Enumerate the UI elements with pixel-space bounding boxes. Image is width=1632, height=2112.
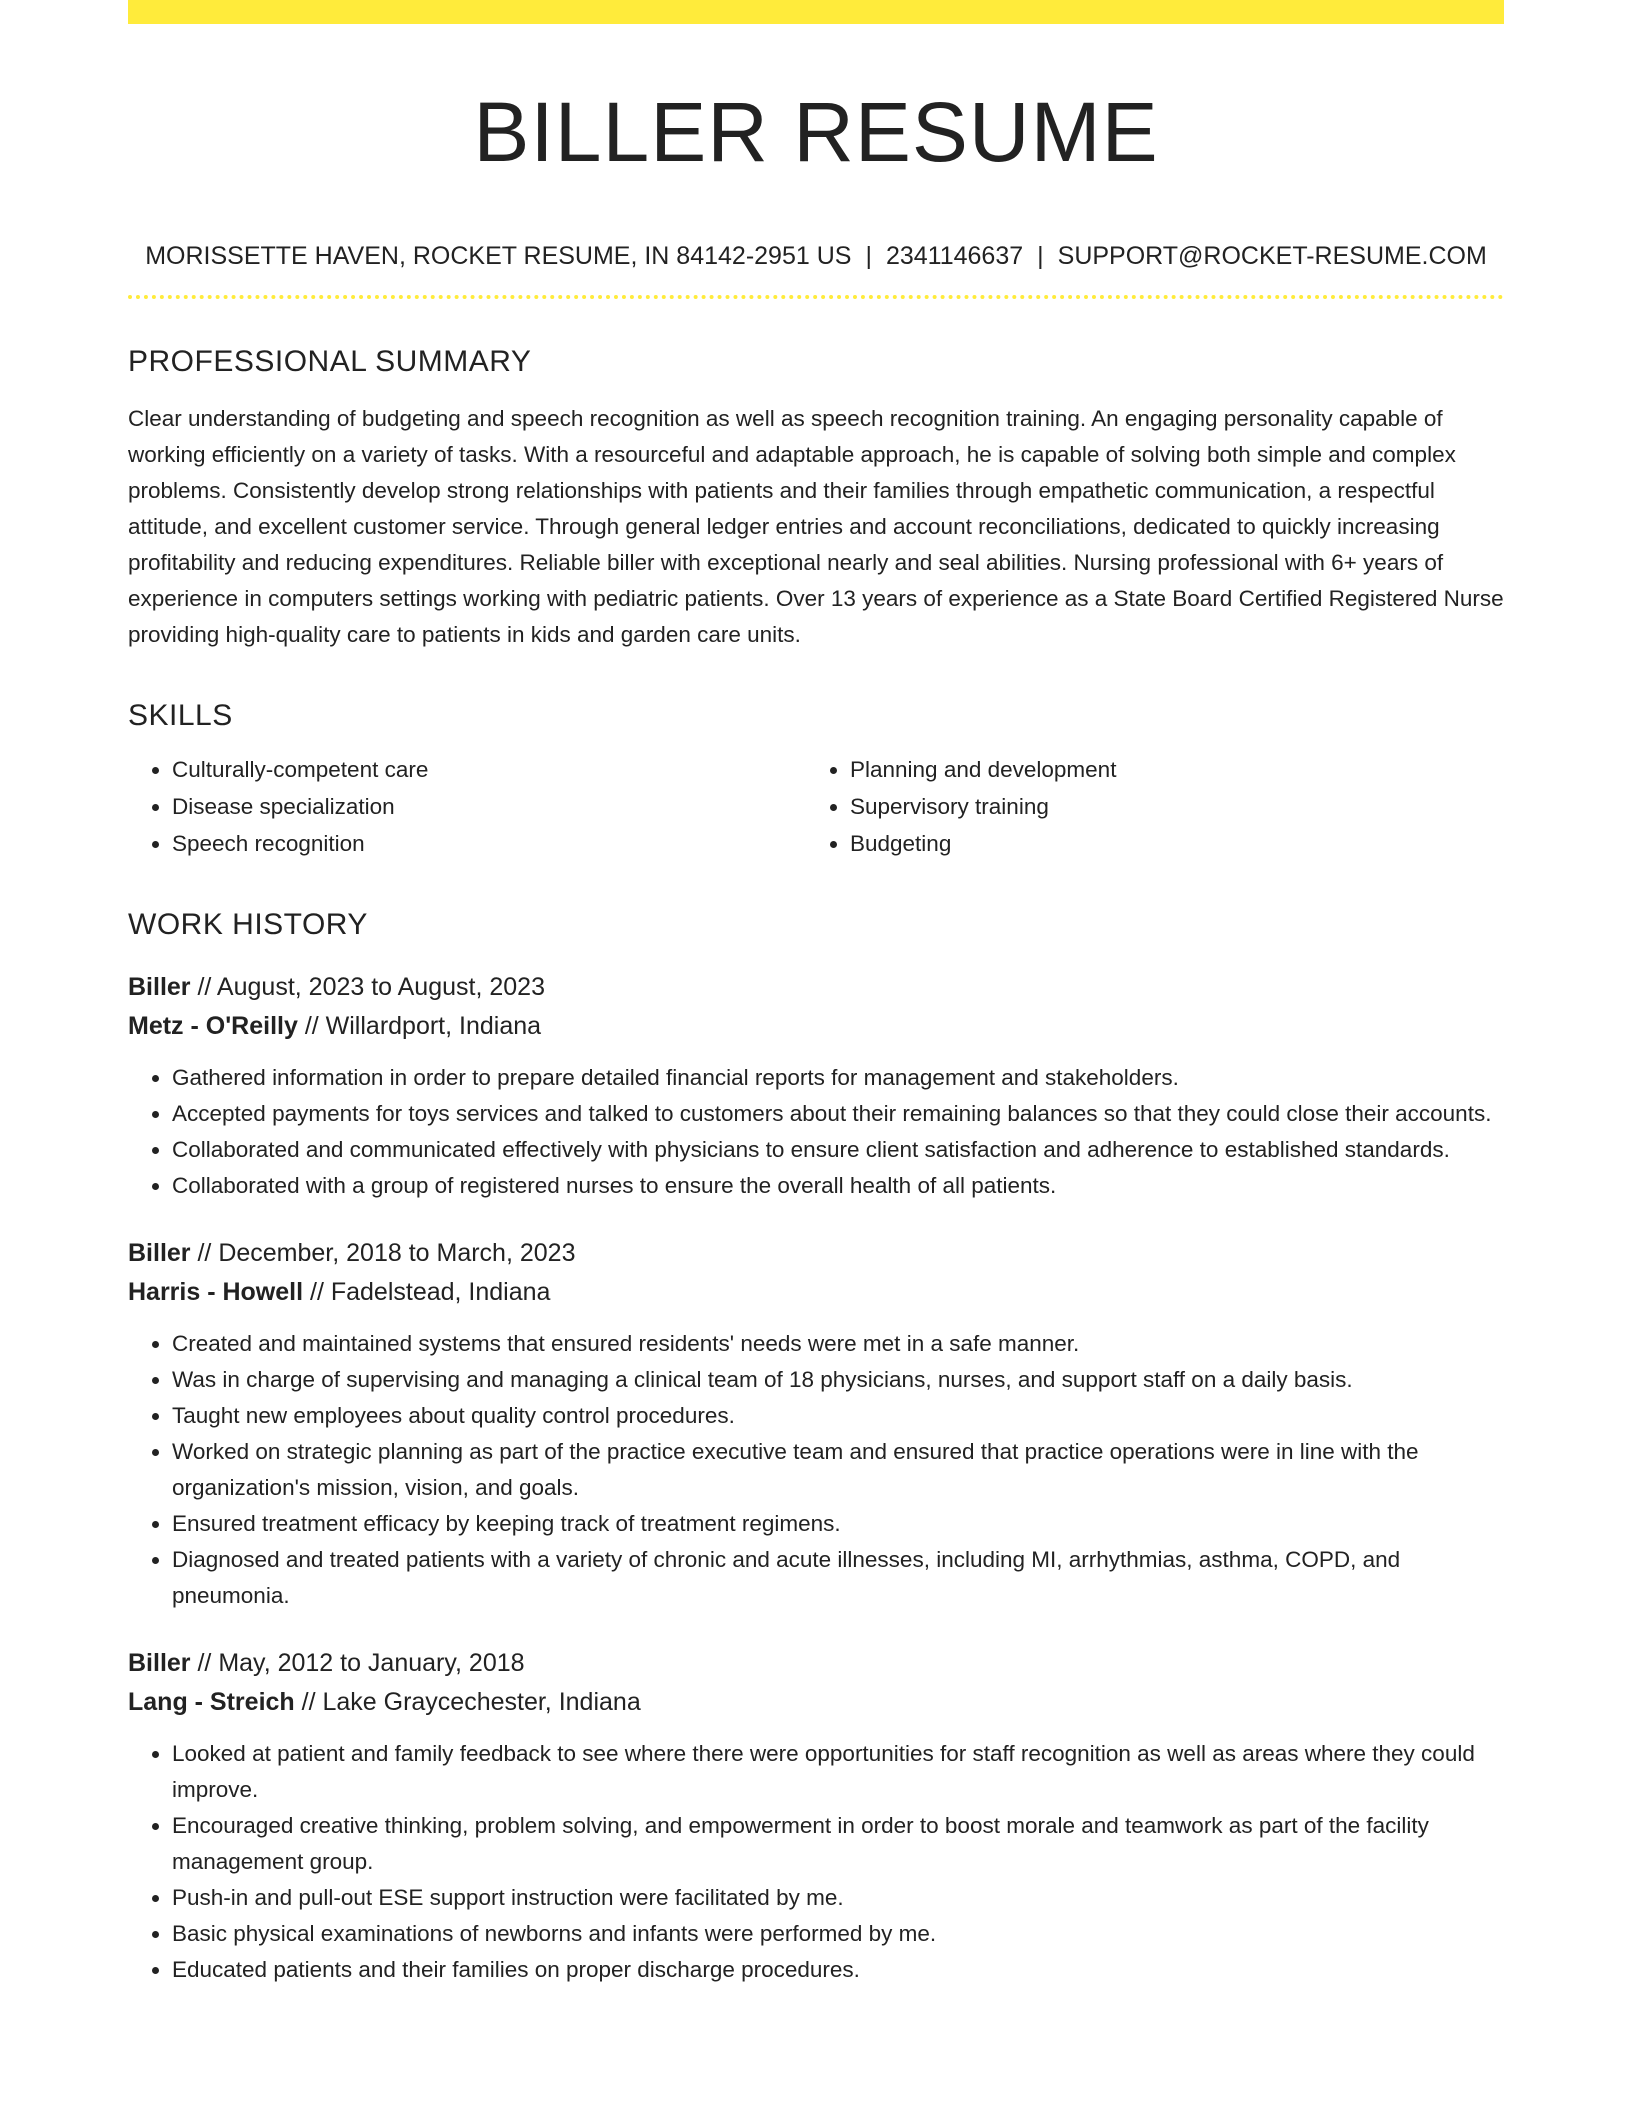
job-bullet: • Basic physical examinations of newborns and infants were performed by me. [172, 1916, 1504, 1952]
job-bullet: • Ensured treatment efficacy by keeping track of treatment regimens. [172, 1506, 1504, 1542]
contact-email: SUPPORT@ROCKET-RESUME.COM [1057, 242, 1487, 270]
skill-item: • Budgeting [850, 825, 1484, 862]
job-title: Biller [128, 973, 191, 1001]
job-bullet: • Collaborated and communicated effectively with physicians to ensure client satisfaction and adherence to established standards. [172, 1132, 1504, 1168]
job-dates: // May, 2012 to January, 2018 [190, 1649, 525, 1677]
contact-address: MORISSETTE HAVEN, ROCKET RESUME, IN 84142-2951 US [145, 242, 852, 270]
skills-column-left [128, 751, 806, 862]
accent-top-bar [128, 0, 1504, 24]
job-entry [128, 1644, 1504, 1988]
job-location: // Willardport, Indiana [297, 1012, 542, 1040]
job-dates: // December, 2018 to March, 2023 [190, 1239, 576, 1267]
resume-title: BILLER RESUME [473, 85, 1159, 179]
job-bullet: • Taught new employees about quality control procedures. [172, 1398, 1504, 1434]
job-bullet: • Diagnosed and treated patients with a variety of chronic and acute illnesses, including MI, arrhythmias, asthma, COPD, and pneumonia. [172, 1542, 1504, 1614]
job-title: Biller [128, 1649, 191, 1677]
skill-item: • Supervisory training [850, 788, 1484, 825]
job-bullet: • Push-in and pull-out ESE support instruction were facilitated by me. [172, 1880, 1504, 1916]
job-company: Harris - Howell [128, 1278, 304, 1306]
skills-column-right [806, 751, 1484, 862]
resume-content [128, 24, 1504, 1988]
summary-heading: PROFESSIONAL SUMMARY [128, 345, 532, 378]
job-bullets [128, 1736, 1504, 1988]
job-bullet: • Encouraged creative thinking, problem solving, and empowerment in order to boost morale and teamwork as part of the facility management group. [172, 1808, 1504, 1880]
job-entry [128, 968, 1504, 1204]
contact-phone: 2341146637 [885, 242, 1024, 270]
work-history-heading: WORK HISTORY [128, 908, 368, 941]
job-bullets [128, 1326, 1504, 1614]
job-company-line [128, 1683, 1504, 1722]
job-title-line [128, 1644, 1504, 1683]
job-entry [128, 1234, 1504, 1614]
contact-line [128, 240, 1504, 272]
skill-item: • Speech recognition [172, 825, 806, 862]
job-bullet: • Looked at patient and family feedback to see where there were opportunities for staff recognition as well as areas where they could improve. [172, 1736, 1504, 1808]
job-bullet: • Educated patients and their families on proper discharge procedures. [172, 1952, 1504, 1988]
skill-item: • Culturally-competent care [172, 751, 806, 788]
job-bullet: • Was in charge of supervising and managing a clinical team of 18 physicians, nurses, and support staff on a daily basis. [172, 1362, 1504, 1398]
job-bullet: • Collaborated with a group of registered nurses to ensure the overall health of all patients. [172, 1168, 1504, 1204]
job-bullets [128, 1060, 1504, 1204]
job-location: // Fadelstead, Indiana [303, 1278, 551, 1306]
job-company: Metz - O'Reilly [128, 1012, 298, 1040]
job-company: Lang - Streich [128, 1688, 295, 1716]
job-bullet: • Gathered information in order to prepare detailed financial reports for management and stakeholders. [172, 1060, 1504, 1096]
contact-separator: | [1037, 242, 1044, 270]
skill-item: • Planning and development [850, 751, 1484, 788]
job-title-line [128, 1234, 1504, 1273]
job-company-line [128, 1007, 1504, 1046]
skills-heading: SKILLS [128, 699, 233, 732]
job-bullet: • Created and maintained systems that ensured residents' needs were met in a safe manner. [172, 1326, 1504, 1362]
job-bullet: • Accepted payments for toys services and talked to customers about their remaining balances so that they could close their accounts. [172, 1096, 1504, 1132]
skill-item: • Disease specialization [172, 788, 806, 825]
job-location: // Lake Graycechester, Indiana [294, 1688, 641, 1716]
job-title-line [128, 968, 1504, 1007]
job-bullet: • Worked on strategic planning as part of the practice executive team and ensured that practice operations were in line with the organization's mission, vision, and goals. [172, 1434, 1504, 1506]
summary-text: Clear understanding of budgeting and speech recognition as well as speech recognition training. An engaging personality capable of working efficiently on a variety of tasks. With a resourceful and adaptable approach, he is capable of solving both simple and complex problems. Consistently develop strong relationships with patients and their families through empathetic communication, a respectful attitude, and excellent customer service. Through general ledger entries and account reconciliations, dedicated to quickly increasing profitability and reducing expenditures. Reliable biller with exceptional nearly and seal abilities. Nursing professional with 6+ years of experience in computers settings working with pediatric patients. Over 13 years of experience as a State Board Certified Registered Nurse providing high-quality care to patients in kids and garden care units. [128, 406, 1504, 647]
dotted-divider [128, 295, 1504, 299]
job-dates: // August, 2023 to August, 2023 [190, 973, 545, 1001]
job-title: Biller [128, 1239, 191, 1267]
skills-list [128, 751, 1504, 862]
contact-separator: | [865, 242, 872, 270]
job-company-line [128, 1273, 1504, 1312]
